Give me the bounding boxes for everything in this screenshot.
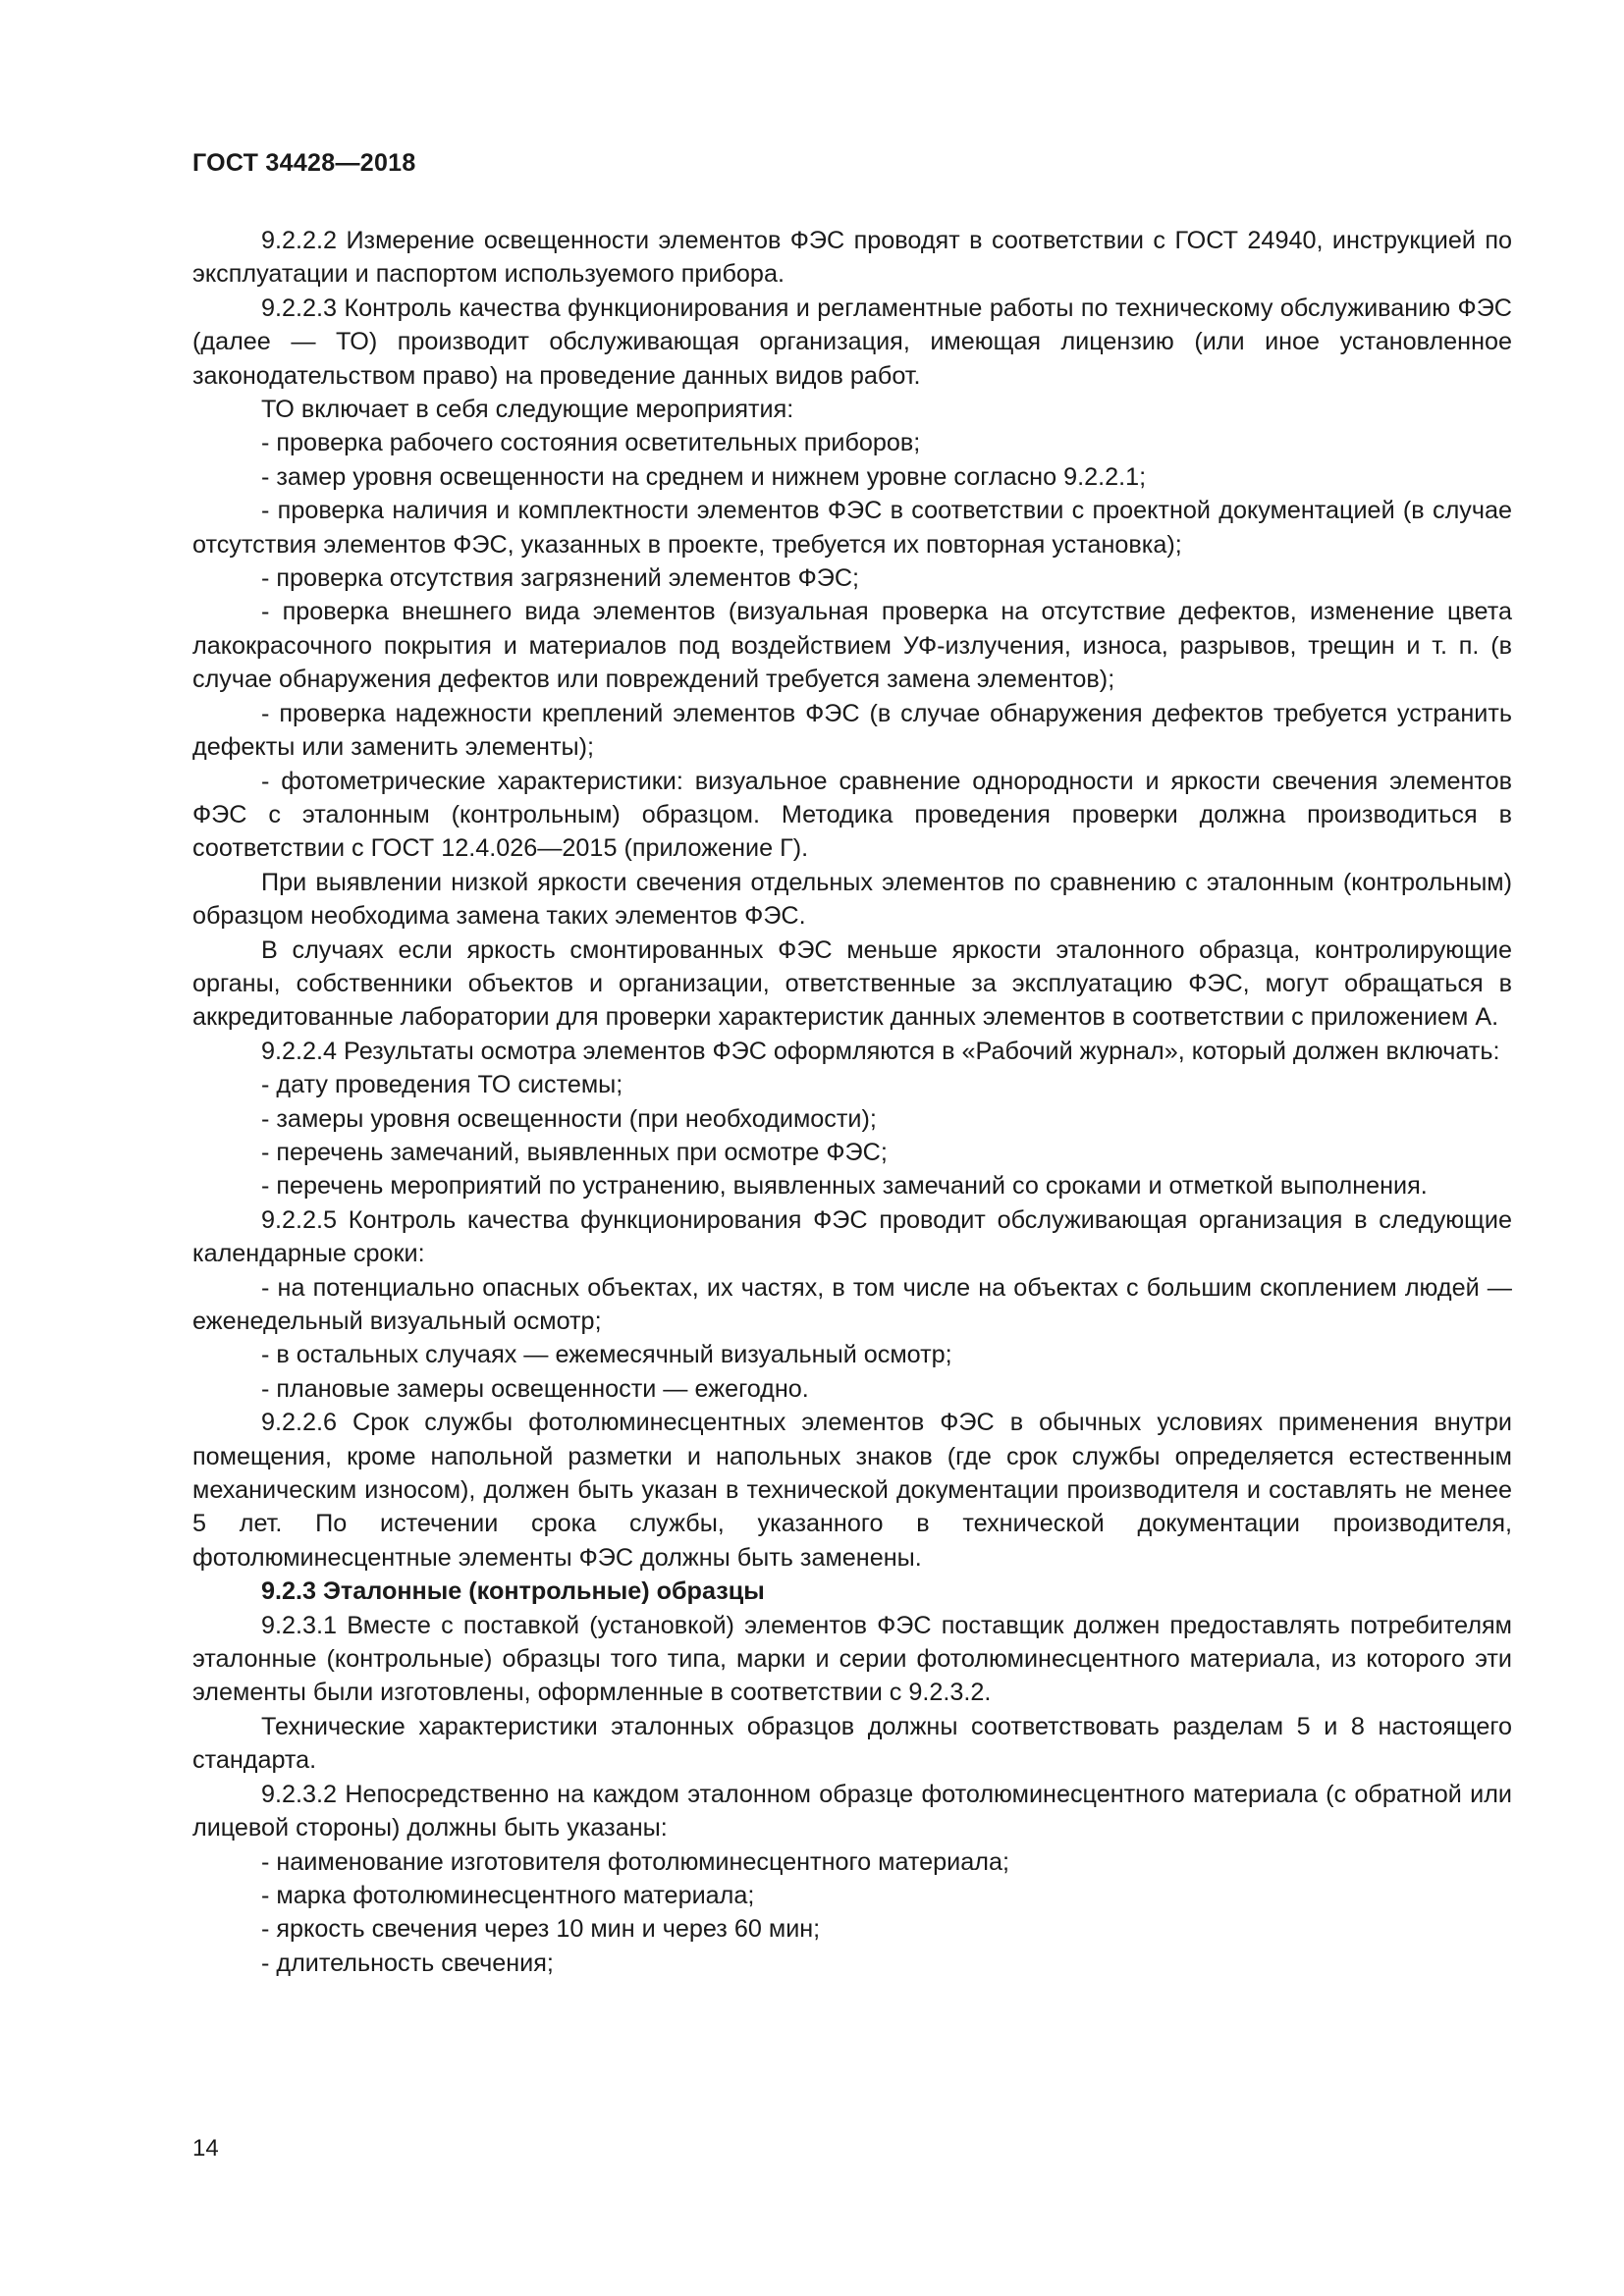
list-item: - замеры уровня освещенности (при необходимости); xyxy=(261,1104,877,1133)
paragraph-to-intro: ТО включает в себя следующие мероприятия: xyxy=(261,396,794,424)
paragraph-9-2-3-1: 9.2.3.1 Вместе с поставкой (установкой) элементов ФЭС поставщик должен предоставлять потребителям эталонные (контрольные) образцы того типа, марки и серии фотолюминесцентного материала, из которого эти элементы были изготовлены, оформленные в соответствии с 9.2.3.2. xyxy=(192,1611,1512,1707)
list-item: - проверка наличия и комплектности элементов ФЭС в соответствии с проектной документацией (в случае отсутствия элементов ФЭС, указанных в проекте, требуется их повторная установка); xyxy=(192,497,1512,559)
section-heading-9-2-3: 9.2.3 Эталонные (контрольные) образцы xyxy=(261,1577,765,1606)
paragraph-9-2-2-2: 9.2.2.2 Измерение освещенности элементов ФЭС проводят в соответствии с ГОСТ 24940, инструкцией по эксплуатации и паспортом используемого прибора. xyxy=(192,227,1512,289)
list-item: - плановые замеры освещенности — ежегодно. xyxy=(261,1374,809,1403)
list-item: - в остальных случаях — ежемесячный визуальный осмотр; xyxy=(261,1341,952,1369)
page-number: 14 xyxy=(192,2135,219,2162)
list-item: - проверка внешнего вида элементов (визуальная проверка на отсутствие дефектов, изменение цвета лакокрасочного покрытия и материалов под воздействием УФ-излучения, износа, разрывов, трещин и т. п. (в случае обнаружения дефектов или повреждений требуется замена элементов); xyxy=(192,598,1512,694)
paragraph-low-brightness: При выявлении низкой яркости свечения отдельных элементов по сравнению с эталонным (контрольным) образцом необходима замена таких элементов ФЭС. xyxy=(192,868,1512,931)
paragraph-technical-characteristics: Технические характеристики эталонных образцов должны соответствовать разделам 5 и 8 настоящего стандарта. xyxy=(192,1712,1512,1775)
list-item: - марка фотолюминесцентного материала; xyxy=(261,1881,755,1909)
document-header: ГОСТ 34428—2018 xyxy=(192,149,416,177)
list-item: - перечень мероприятий по устранению, выявленных замечаний со сроками и отметкой выполнения. xyxy=(261,1172,1428,1201)
list-item: - проверка рабочего состояния осветительных приборов; xyxy=(261,429,921,457)
paragraph-9-2-2-6: 9.2.2.6 Срок службы фотолюминесцентных элементов ФЭС в обычных условиях применения внутри помещения, кроме напольной разметки и напольных знаков (где срок службы определяется естественным механическим износом), должен быть указан в технической документации производителя и составлять не менее 5 лет. По истечении срока службы, указанного в технической документации производителя, фотолюминесцентные элементы ФЭС должны быть заменены. xyxy=(192,1409,1512,1572)
list-item: - проверка отсутствия загрязнений элементов ФЭС; xyxy=(261,564,860,593)
paragraph-9-2-2-3: 9.2.2.3 Контроль качества функционирования и регламентные работы по техническому обслуживанию ФЭС (далее — ТО) производит обслуживающая организация, имеющая лицензию (или иное установленное законодательством право) на проведение данных видов работ. xyxy=(192,294,1512,390)
paragraph-9-2-2-4: 9.2.2.4 Результаты осмотра элементов ФЭС оформляются в «Рабочий журнал», который должен включать: xyxy=(261,1037,1500,1065)
list-item: - дату проведения ТО системы; xyxy=(261,1071,623,1099)
document-body xyxy=(192,224,1512,1980)
paragraph-9-2-3-2: 9.2.3.2 Непосредственно на каждом эталонном образце фотолюминесцентного материала (с обратной или лицевой стороны) должны быть указаны: xyxy=(192,1780,1512,1842)
list-item: - замер уровня освещенности на среднем и нижнем уровне согласно 9.2.2.1; xyxy=(261,462,1147,491)
list-item: - фотометрические характеристики: визуальное сравнение однородности и яркости свечения элементов ФЭС с эталонным (контрольным) образцом. Методика проведения проверки должна производиться в соответствии с ГОСТ 12.4.026—2015 (приложение Г). xyxy=(192,767,1512,863)
list-item: - длительность свечения; xyxy=(261,1949,554,1977)
list-item: - наименование изготовителя фотолюминесцентного материала; xyxy=(261,1847,1009,1876)
paragraph-accredited-labs: В случаях если яркость смонтированных ФЭС меньше яркости эталонного образца, контролирующие органы, собственники объектов и организации, ответственные за эксплуатацию ФЭС, могут обращаться в аккредитованные лаборатории для проверки характеристик данных элементов в соответствии с приложением А. xyxy=(192,935,1512,1032)
paragraph-9-2-2-5: 9.2.2.5 Контроль качества функционирования ФЭС проводит обслуживающая организация в следующие календарные сроки: xyxy=(192,1205,1512,1268)
list-item: - яркость свечения через 10 мин и через 60 мин; xyxy=(261,1915,821,1944)
list-item: - перечень замечаний, выявленных при осмотре ФЭС; xyxy=(261,1138,888,1166)
list-item: - проверка надежности креплений элементов ФЭС (в случае обнаружения дефектов требуется устранить дефекты или заменить элементы); xyxy=(192,699,1512,762)
list-item: - на потенциально опасных объектах, их частях, в том числе на объектах с большим скоплением людей — еженедельный визуальный осмотр; xyxy=(192,1273,1512,1335)
